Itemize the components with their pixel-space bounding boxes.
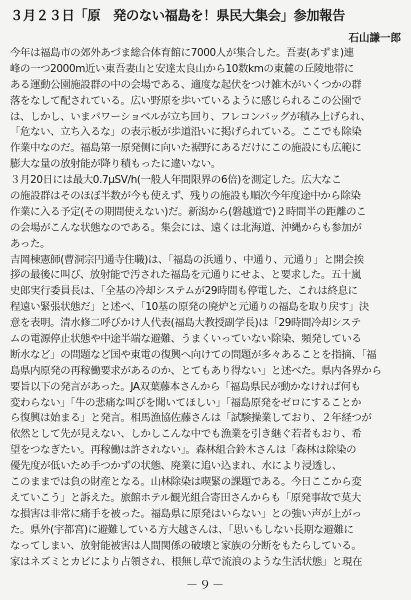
report-title: ３月２３日「原 発のない福島を！県民大集会」参加報告 bbox=[10, 9, 346, 24]
text-line: た。県外(宇都宮)に避難している方大越さんは、「思いもしない長期な避難に bbox=[10, 523, 354, 536]
text-line: 拶の最後に叫び、放射能で汚された福島を元通りにせよ、と要求した。五十嵐 bbox=[10, 269, 362, 282]
text-line: 今年は福島市の郊外あづま総合体育館に7000人が集合した。吾妻(あずま)連 bbox=[10, 47, 354, 59]
text-line: このままでは負の財産となる。山林除染は喫緊の課題である。今日ここから変 bbox=[10, 476, 362, 489]
text-line: 程遠い緊張状態だ」と述べ、「10基の原発の廃炉と元通りの福島を取り戻す」決 bbox=[10, 301, 369, 314]
text-line: 作業中なのだ。福島第一原発侧に向いた裾野にあるだけにこの施設にも広範に bbox=[10, 142, 362, 155]
text-line: の会場がこんな状態なのである。集会には、遠くは北海道、沖縄からも参加が bbox=[10, 221, 362, 234]
text-line: 変わらない」「牛の悲痛な叫びを聞いてほしい」「福島原発をゼロにすることか bbox=[10, 396, 362, 409]
text-line: 史郎実行委員長は、「全基の冷却システムが29時間も停電した、これは終息に bbox=[10, 285, 358, 298]
text-line: な損害は非常に痛手を被った。福島県に原発はいらない」との強い声が上がっ bbox=[10, 507, 362, 520]
text-line: あった。 bbox=[10, 237, 51, 250]
text-line: 作業に入る予定(その期間使えない)だ。新潟から(磐越道で)２時間半の距離のこ bbox=[10, 205, 367, 218]
text-line: 依然として先が見えない、しかしこんな中でも漁業を引き継ぐ若者もおり、希 bbox=[10, 428, 362, 441]
text-line: ムの電源停止状態や中途半端な避難、うまくいっていない除染、頻発している bbox=[10, 333, 362, 346]
text-line: なってしまい、放射能被害は人間関係の破壊と家族の分断をもたらしている。 bbox=[10, 539, 362, 552]
text-line: 優先度が低いため手つかずの状態、廃業に追い込まれ、水により浸透し、 bbox=[10, 460, 342, 473]
text-line: ら復興は始まる」と発言。相馬漁協佐藤さんは「試験操業しており、２年経つが bbox=[10, 412, 372, 425]
text-line: 望をつなぎたい。再稼働は許されない」。森林組合鈴木さんは「森林は除染の bbox=[10, 444, 357, 457]
page-number: －９－ bbox=[185, 578, 225, 592]
text-line: ある運動公園施設群の中の会場である、適度な起伏をつけ雑木がいくつかの群 bbox=[10, 78, 362, 91]
text-line: の施設群はそのほぼ半数が今も使えず、残りの施設も順次今年度途中から除染 bbox=[10, 190, 361, 203]
text-line: は、しかし、いまパワーショベルが立ち回り、フレコンバッグが積み上げられ、 bbox=[10, 110, 371, 123]
text-line: 島県内原発の再稼働要求があるのか、とてもあり得ない」と述べた。県内各界から bbox=[10, 364, 382, 377]
text-line: 峰の一つ2000m近い東吾妻山と安達太良山から10数kmの東麓の丘陵地帯に bbox=[10, 62, 354, 75]
text-line: 断水など」の問題など国や東電の復興へ向けての問題が多々あることを指摘、「福 bbox=[10, 348, 377, 361]
text-line: 要旨以下の発言があった。JA双葉藤本さんから「福島県民が動かなければ何も bbox=[10, 380, 361, 393]
author-name: 石山謙一郎 bbox=[348, 32, 401, 44]
report-body bbox=[10, 46, 403, 570]
text-line: 「危ない、立ち入るな」の表示板が歩道沿いに掲げられている。ここでも除染 bbox=[10, 126, 362, 139]
text-line: 膨大な量の放射能が降り積もったに違いない。 bbox=[10, 158, 221, 171]
text-line: ３月20日には最大0.7μSV/h(一般人年間限界の6倍)を測定した。広大なこ bbox=[10, 174, 342, 187]
text-line: 家はネズミとカビにより占領され、根無し草で流浪のような生活状態」と現在 bbox=[10, 555, 363, 568]
text-line: 吉岡棟憲師(曹洞宗円通寺住職)は、「福島の浜通り、中通り、元通り」と開会挨 bbox=[10, 253, 364, 266]
text-line: 意を表明。清水修二呼びかけ人代表(福島大教授副学長)は「29時間冷却システ bbox=[10, 317, 361, 330]
text-line: 落をなして配されている。広い野原を歩いているように感じられるこの公園で bbox=[10, 94, 362, 107]
text-line: えていこう」と訴えた。旅館ホテル観光組合寄田さんからも「原発事故で莫大 bbox=[10, 491, 361, 504]
